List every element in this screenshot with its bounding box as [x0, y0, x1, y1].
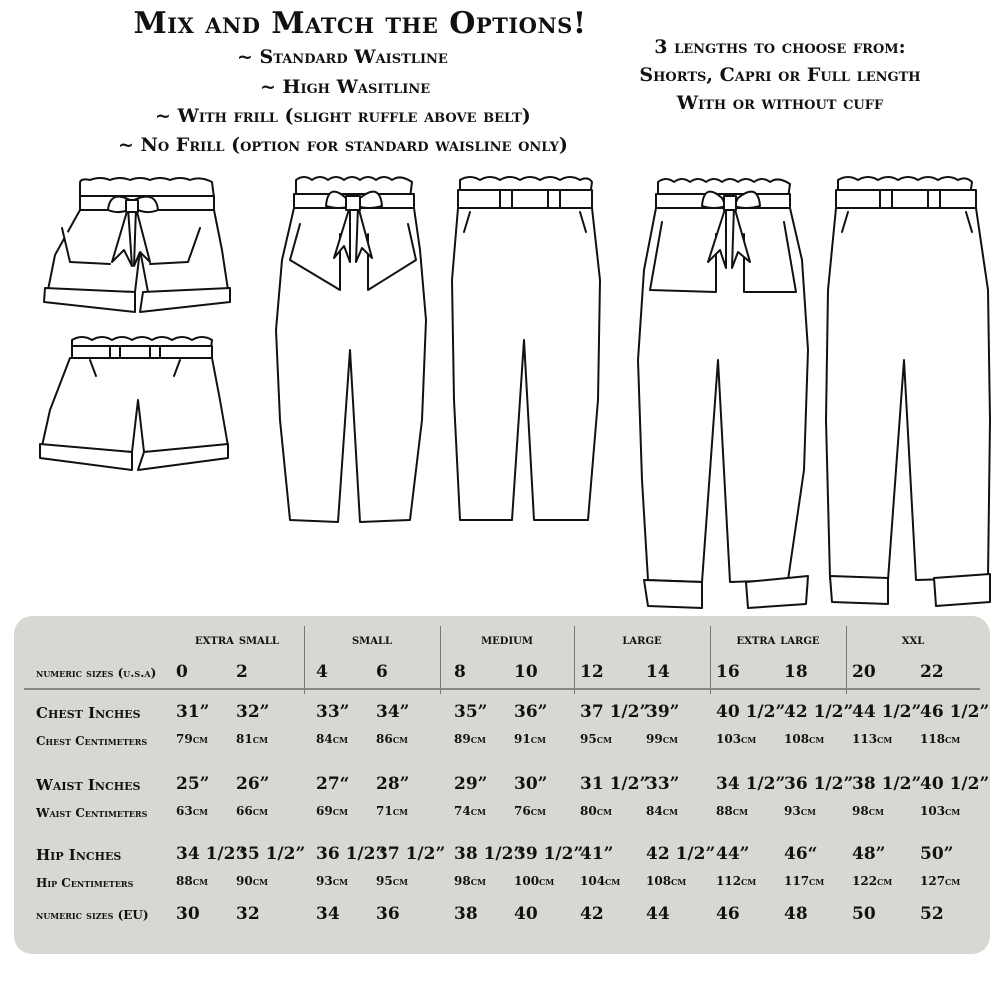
column-divider [710, 626, 711, 694]
size-value-cell: 36” [514, 702, 548, 722]
size-value-cell: 108cm [646, 874, 687, 888]
size-group-header: large [622, 632, 662, 648]
size-value-cell: 40 1/2” [716, 702, 786, 722]
size-value-cell: 37 1/2” [580, 702, 650, 722]
size-value-cell: 118cm [920, 732, 961, 746]
size-value-cell: 79cm [176, 732, 208, 746]
size-value-cell: 80cm [580, 804, 612, 818]
row-label: Waist Centimeters [36, 806, 148, 820]
full-length-high-waist-with-tie-cuff-icon [638, 179, 808, 608]
size-value-cell: 93cm [784, 804, 816, 818]
size-value-cell: 18 [784, 662, 808, 682]
size-value-cell: 27“ [316, 774, 350, 794]
size-value-cell: 90cm [236, 874, 268, 888]
size-value-cell: 44 [646, 904, 670, 924]
option-no-frill: ~ No Frill (option for standard waisline only) [118, 134, 568, 156]
size-value-cell: 66cm [236, 804, 268, 818]
size-value-cell: 8 [454, 662, 466, 682]
size-value-cell: 108cm [784, 732, 825, 746]
size-value-cell: 36 1/2” [316, 844, 386, 864]
size-value-cell: 29” [454, 774, 488, 794]
size-group-header: small [351, 632, 393, 648]
size-value-cell: 22 [920, 662, 944, 682]
size-value-cell: 38 [454, 904, 478, 924]
size-value-cell: 25” [176, 774, 210, 794]
size-value-cell: 113cm [852, 732, 893, 746]
size-value-cell: 38 1/2” [852, 774, 922, 794]
size-value-cell: 36 1/2” [784, 774, 854, 794]
row-label: Hip Inches [36, 846, 122, 864]
row-label: Hip Centimeters [36, 876, 134, 890]
size-value-cell: 31” [176, 702, 210, 722]
size-value-cell: 69cm [316, 804, 348, 818]
column-divider [574, 626, 575, 694]
size-value-cell: 103cm [920, 804, 961, 818]
row-label: Waist Inches [36, 776, 141, 794]
size-value-cell: 20 [852, 662, 876, 682]
size-value-cell: 42 1/2” [646, 844, 716, 864]
lengths-heading: 3 lengths to choose from: [654, 36, 906, 58]
size-value-cell: 98cm [454, 874, 486, 888]
size-value-cell: 112cm [716, 874, 757, 888]
size-value-cell: 74cm [454, 804, 486, 818]
capri-high-waist-with-tie-icon [276, 177, 426, 522]
size-value-cell: 103cm [716, 732, 757, 746]
size-value-cell: 28” [376, 774, 410, 794]
size-value-cell: 41” [580, 844, 614, 864]
size-value-cell: 84cm [646, 804, 678, 818]
size-value-cell: 40 [514, 904, 538, 924]
column-divider [846, 626, 847, 694]
size-group-header: xxl [901, 632, 925, 648]
size-value-cell: 38 1/2” [454, 844, 524, 864]
size-value-cell: 42 [580, 904, 604, 924]
size-value-cell: 32” [236, 702, 270, 722]
size-value-cell: 98cm [852, 804, 884, 818]
option-with-frill: ~ With frill (slight ruffle above belt) [155, 105, 531, 127]
size-value-cell: 46 [716, 904, 740, 924]
size-value-cell: 50” [920, 844, 954, 864]
size-value-cell: 48 [784, 904, 808, 924]
cuff-option: With or without cuff [676, 92, 884, 114]
size-value-cell: 100cm [514, 874, 555, 888]
size-value-cell: 39 1/2” [514, 844, 584, 864]
size-value-cell: 34 [316, 904, 340, 924]
size-value-cell: 63cm [176, 804, 208, 818]
size-value-cell: 91cm [514, 732, 546, 746]
size-value-cell: 81cm [236, 732, 268, 746]
size-value-cell: 34 1/2” [716, 774, 786, 794]
size-value-cell: 104cm [580, 874, 621, 888]
size-group-header: extra small [195, 632, 279, 648]
size-value-cell: 34 1/2” [176, 844, 246, 864]
size-value-cell: 71cm [376, 804, 408, 818]
size-value-cell: 99cm [646, 732, 678, 746]
size-value-cell: 86cm [376, 732, 408, 746]
size-value-cell: 44 1/2” [852, 702, 922, 722]
size-value-cell: 30 [176, 904, 200, 924]
size-value-cell: 84cm [316, 732, 348, 746]
size-value-cell: 46“ [784, 844, 818, 864]
size-value-cell: 31 1/2” [580, 774, 650, 794]
row-label: Chest Inches [36, 704, 141, 722]
size-value-cell: 127cm [920, 874, 961, 888]
size-value-cell: 12 [580, 662, 604, 682]
size-value-cell: 14 [646, 662, 670, 682]
size-value-cell: 122cm [852, 874, 893, 888]
size-value-cell: 117cm [784, 874, 825, 888]
shorts-high-waist-with-tie-icon [44, 178, 230, 312]
header-divider [24, 688, 980, 690]
capri-standard-waist-icon [452, 177, 600, 520]
row-label: numeric sizes (EU) [36, 908, 149, 922]
size-value-cell: 95cm [580, 732, 612, 746]
size-value-cell: 42 1/2” [784, 702, 854, 722]
size-value-cell: 4 [316, 662, 328, 682]
size-value-cell: 2 [236, 662, 248, 682]
size-value-cell: 88cm [716, 804, 748, 818]
size-chart [14, 616, 990, 954]
size-value-cell: 48” [852, 844, 886, 864]
row-label: numeric sizes (u.s.a) [36, 666, 157, 680]
size-value-cell: 6 [376, 662, 388, 682]
size-value-cell: 32 [236, 904, 260, 924]
size-value-cell: 93cm [316, 874, 348, 888]
size-value-cell: 95cm [376, 874, 408, 888]
size-value-cell: 16 [716, 662, 740, 682]
option-high-waistline: ~ High Wasitline [260, 76, 431, 98]
full-length-standard-waist-cuff-icon [826, 177, 990, 606]
size-value-cell: 50 [852, 904, 876, 924]
size-value-cell: 35” [454, 702, 488, 722]
size-value-cell: 36 [376, 904, 400, 924]
size-value-cell: 30” [514, 774, 548, 794]
size-value-cell: 33” [646, 774, 680, 794]
column-divider [304, 626, 305, 694]
size-value-cell: 88cm [176, 874, 208, 888]
size-value-cell: 10 [514, 662, 538, 682]
size-group-header: extra large [736, 632, 820, 648]
column-divider [440, 626, 441, 694]
size-value-cell: 37 1/2” [376, 844, 446, 864]
shorts-standard-waist-icon [40, 337, 228, 470]
size-value-cell: 40 1/2” [920, 774, 990, 794]
page-title: Mix and Match the Options! [133, 6, 587, 41]
lengths-choices: Shorts, Capri or Full length [639, 64, 921, 86]
size-value-cell: 33” [316, 702, 350, 722]
size-value-cell: 89cm [454, 732, 486, 746]
option-standard-waistline: ~ Standard Waistline [237, 46, 448, 68]
size-value-cell: 0 [176, 662, 188, 682]
size-value-cell: 26” [236, 774, 270, 794]
size-value-cell: 44” [716, 844, 750, 864]
size-value-cell: 35 1/2” [236, 844, 306, 864]
size-group-header: medium [481, 632, 533, 648]
size-value-cell: 39” [646, 702, 680, 722]
size-value-cell: 76cm [514, 804, 546, 818]
size-value-cell: 34” [376, 702, 410, 722]
row-label: Chest Centimeters [36, 734, 148, 748]
size-value-cell: 52 [920, 904, 944, 924]
size-value-cell: 46 1/2” [920, 702, 990, 722]
